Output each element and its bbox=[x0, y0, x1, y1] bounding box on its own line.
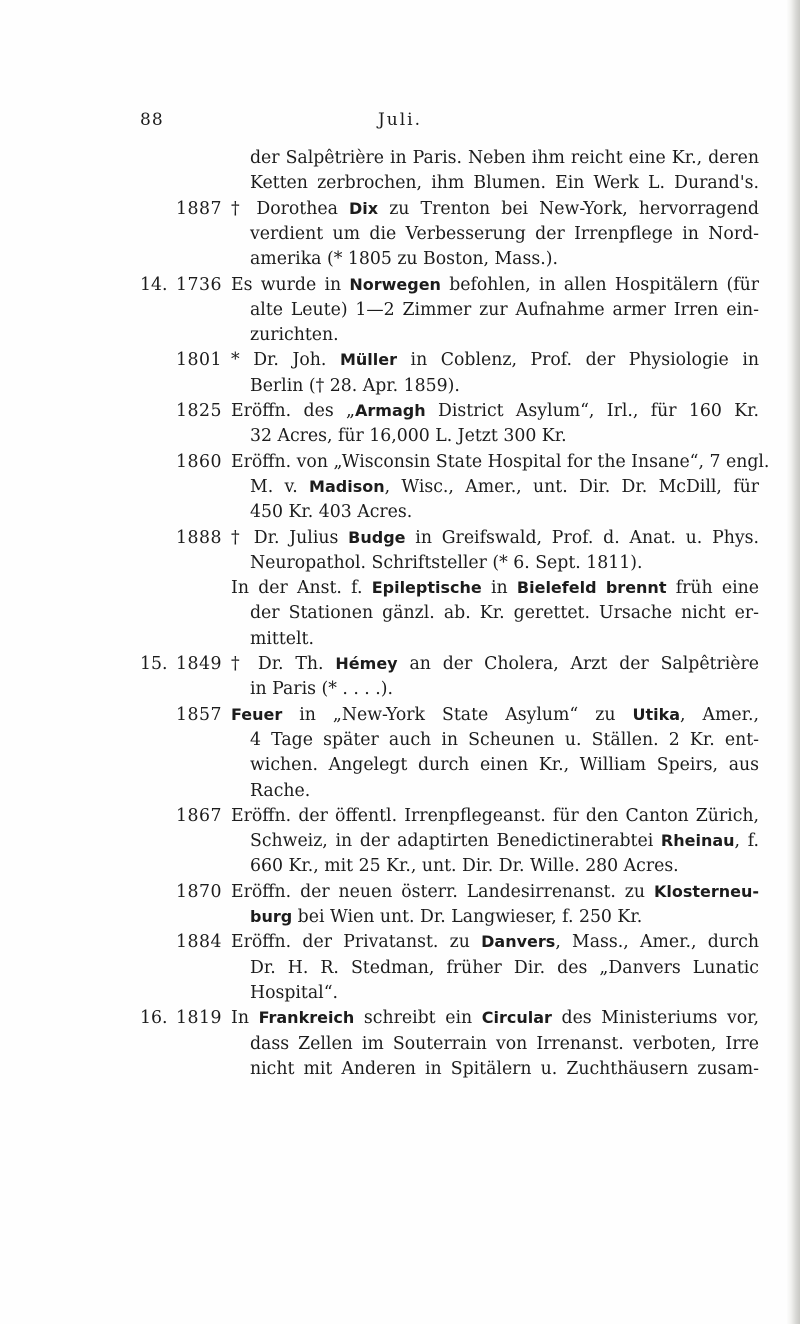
text-run: M. v. bbox=[250, 476, 310, 497]
entry-year: 1887 bbox=[176, 198, 222, 219]
emphasized-term: Müller bbox=[339, 350, 397, 370]
day-number: 16. bbox=[140, 1008, 168, 1029]
emphasized-term: Dix bbox=[349, 198, 379, 218]
emphasized-term: Feuer bbox=[231, 704, 283, 724]
entry-text bbox=[231, 197, 759, 221]
emphasized-term: Utika bbox=[632, 704, 681, 724]
text-run: alte Leute) 1—2 Zimmer zur Aufnahme armer Irren ein- bbox=[250, 299, 759, 320]
text-run: 32 Acres, für 16,000 L. Jetzt 300 Kr. bbox=[250, 426, 567, 447]
text-run: amerika (* 1805 zu Boston, Mass.). bbox=[250, 249, 558, 270]
text-run: 4 Tage später auch in Scheunen u. Ställen. 2 Kr. ent- bbox=[250, 729, 759, 750]
entry-text bbox=[250, 171, 759, 195]
text-run: Eröffn. der öffentl. Irrenpflegeanst. für den Canton Zürich, bbox=[231, 805, 759, 826]
entry-text bbox=[250, 753, 759, 777]
text-run: bei Wien unt. Dr. Langwieser, f. 250 Kr. bbox=[292, 907, 643, 927]
entry-text bbox=[250, 601, 759, 625]
entry-text bbox=[250, 779, 310, 803]
text-run: Hospital“. bbox=[250, 982, 339, 1003]
text-run: * Dr. Joh. bbox=[231, 350, 340, 371]
entry-text bbox=[250, 1057, 759, 1081]
emphasized-term: Hémey bbox=[335, 654, 398, 673]
entry-year: 1825 bbox=[176, 401, 222, 421]
entry-text bbox=[250, 854, 679, 878]
entry-text bbox=[250, 551, 642, 575]
text-run: , f. bbox=[734, 831, 760, 852]
text-run: befohlen, in allen Hospitälern (für bbox=[440, 274, 759, 295]
text-run: Eröffn. von „Wisconsin State Hospital for the Insane“, 7 engl. bbox=[231, 451, 770, 472]
text-run: Ketten zerbrochen, ihm Blumen. Ein Werk L. Durand's. bbox=[250, 173, 759, 194]
emphasized-term: Norwegen bbox=[349, 274, 441, 294]
entry-year: 1736 bbox=[176, 274, 222, 295]
entry-text bbox=[231, 526, 759, 550]
entry-text bbox=[231, 1006, 759, 1030]
entry-text bbox=[231, 880, 759, 904]
entry-year: 1857 bbox=[176, 704, 222, 725]
entry-text bbox=[231, 930, 759, 954]
entry-text bbox=[231, 273, 759, 297]
emphasized-term: Danvers bbox=[481, 932, 556, 952]
emphasized-term: Klosterneu- bbox=[653, 881, 759, 901]
entry-year: 1819 bbox=[176, 1008, 222, 1029]
text-run: 660 Kr., mit 25 Kr., unt. Dir. Dr. Wille. 280 Acres. bbox=[250, 856, 679, 877]
text-run: Rache. bbox=[250, 780, 311, 801]
emphasized-term: Frankreich bbox=[258, 1008, 355, 1028]
emphasized-term: Budge bbox=[348, 527, 406, 547]
text-run: Eröffn. der neuen österr. Landesirrenanst. zu bbox=[231, 881, 654, 902]
entry-text bbox=[250, 981, 338, 1005]
entry-text bbox=[231, 576, 759, 600]
entry-text bbox=[250, 500, 412, 524]
text-run: mittelt. bbox=[250, 628, 314, 649]
entry-text bbox=[250, 475, 759, 499]
entry-text bbox=[231, 703, 759, 727]
entry-text bbox=[231, 804, 759, 828]
text-run: verdient um die Verbesserung der Irrenpflege in Nord- bbox=[250, 223, 759, 244]
entry-text bbox=[231, 450, 770, 474]
text-run: des Ministeriums vor, bbox=[551, 1008, 760, 1029]
text-run: schreibt ein bbox=[354, 1008, 482, 1029]
page-number: 88 bbox=[140, 110, 164, 130]
running-title: Juli. bbox=[377, 110, 423, 130]
entry-text bbox=[250, 323, 339, 347]
entry-year: 1860 bbox=[176, 451, 222, 472]
text-run: † Dorothea bbox=[231, 198, 349, 219]
text-run: in Coblenz, Prof. der Physiologie in bbox=[397, 350, 759, 371]
text-run: In bbox=[231, 1008, 259, 1029]
text-run: Neuropathol. Schriftsteller (* 6. Sept. 1811). bbox=[250, 552, 643, 573]
entry-text bbox=[231, 652, 759, 676]
text-run: früh eine bbox=[666, 578, 760, 599]
text-run: † Dr. Th. bbox=[231, 654, 336, 674]
emphasized-term: Madison bbox=[309, 476, 385, 496]
entry-text bbox=[250, 374, 460, 398]
text-run: in Paris (* . . . .). bbox=[250, 679, 394, 700]
text-run: zu Trenton bei New-York, hervorragend bbox=[378, 198, 759, 219]
entry-text bbox=[250, 247, 558, 271]
emphasized-term: Armagh bbox=[355, 401, 426, 420]
text-run: Berlin († 28. Apr. 1859). bbox=[250, 375, 460, 396]
entry-year: 1870 bbox=[176, 881, 222, 902]
entry-text bbox=[231, 399, 759, 423]
text-run: der Stationen gänzl. ab. Kr. gerettet. Ursache nicht er- bbox=[250, 603, 759, 624]
entry-year: 1888 bbox=[176, 527, 222, 548]
text-run: Eröffn. der Privatanst. zu bbox=[231, 932, 482, 953]
text-run: der Salpêtrière in Paris. Neben ihm reicht eine Kr., deren bbox=[250, 148, 759, 168]
entry-year: 1849 bbox=[176, 654, 222, 674]
text-run: nicht mit Anderen in Spitälern u. Zuchthäusern zusam- bbox=[250, 1058, 759, 1079]
page-edge-shadow bbox=[786, 0, 800, 1324]
page-header bbox=[140, 108, 660, 138]
emphasized-term: Bielefeld brennt bbox=[516, 578, 667, 598]
text-run: zurichten. bbox=[250, 325, 339, 346]
entry-text bbox=[231, 348, 759, 372]
text-run: † Dr. Julius bbox=[231, 527, 349, 548]
emphasized-term: Rheinau bbox=[660, 831, 735, 851]
text-run: , Amer., bbox=[680, 704, 759, 725]
text-run: District Asylum“, Irl., für 160 Kr. bbox=[425, 401, 759, 421]
entry-text bbox=[250, 1032, 759, 1056]
entry-text bbox=[250, 728, 759, 752]
entry-text bbox=[250, 424, 567, 448]
entry-text bbox=[250, 146, 759, 170]
text-run: In der Anst. f. bbox=[231, 578, 372, 599]
entry-year: 1801 bbox=[176, 350, 222, 371]
text-run: in bbox=[481, 578, 517, 599]
emphasized-term: Epileptische bbox=[371, 578, 482, 598]
text-run: in „New-York State Asylum“ zu bbox=[282, 704, 633, 725]
text-run: wichen. Angelegt durch einen Kr., William Speirs, aus bbox=[250, 755, 759, 776]
entry-text bbox=[250, 298, 759, 322]
day-number: 14. bbox=[140, 274, 168, 295]
text-run: in Greifswald, Prof. d. Anat. u. Phys. bbox=[405, 527, 759, 548]
entry-text bbox=[250, 627, 314, 651]
entry-text bbox=[250, 222, 759, 246]
entry-year: 1867 bbox=[176, 805, 222, 826]
text-run: Schweiz, in der adaptirten Benedictinerabtei bbox=[250, 831, 661, 852]
text-run: Dr. H. R. Stedman, früher Dir. des „Danvers Lunatic bbox=[250, 957, 759, 978]
entry-text bbox=[250, 829, 759, 853]
entry-text bbox=[250, 677, 393, 701]
emphasized-term: burg bbox=[250, 907, 293, 926]
text-run: 450 Kr. 403 Acres. bbox=[250, 502, 413, 523]
text-run: , Wisc., Amer., unt. Dir. Dr. McDill, für bbox=[384, 476, 759, 497]
day-number: 15. bbox=[140, 654, 168, 674]
text-run: Es wurde in bbox=[231, 274, 350, 295]
text-run: an der Cholera, Arzt der Salpêtrière bbox=[397, 654, 759, 674]
emphasized-term: Circular bbox=[481, 1008, 552, 1028]
entry-text bbox=[250, 956, 759, 980]
entry-text bbox=[250, 905, 642, 929]
text-run: Eröffn. des „ bbox=[231, 401, 356, 421]
text-run: dass Zellen im Souterrain von Irrenanst. verboten, Irre bbox=[250, 1033, 759, 1054]
text-run: , Mass., Amer., durch bbox=[555, 932, 759, 953]
entry-year: 1884 bbox=[176, 932, 222, 953]
